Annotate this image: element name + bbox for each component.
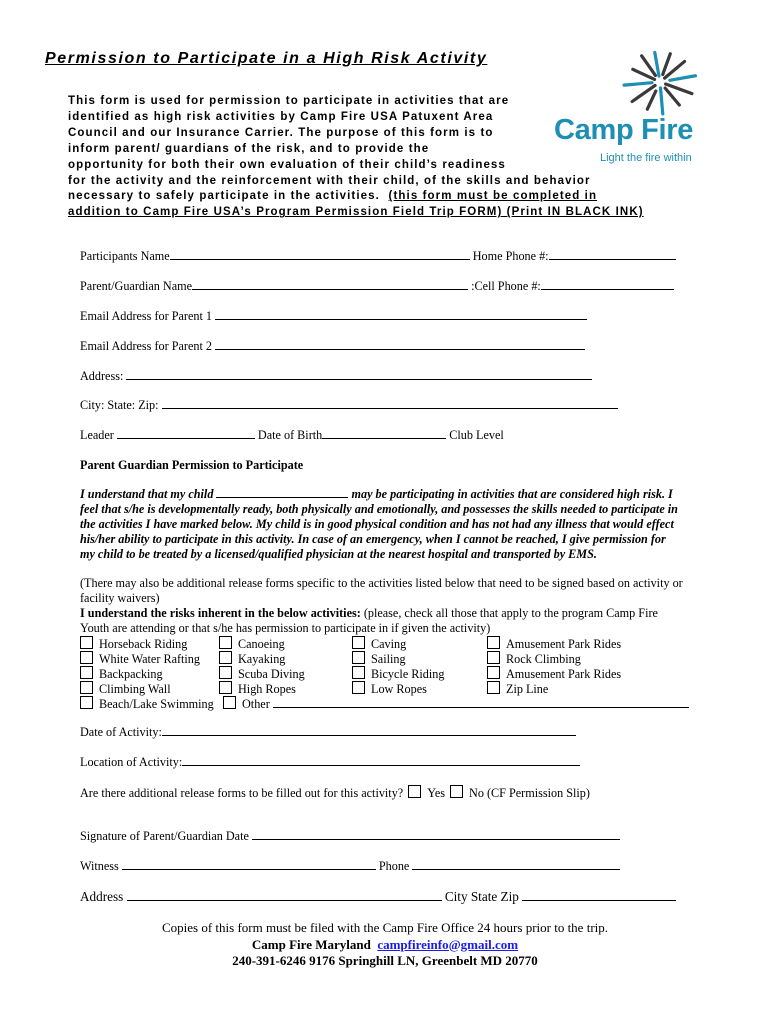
city-state-zip-field[interactable]	[162, 398, 618, 409]
city-state-zip-label: City: State: Zip:	[80, 398, 159, 412]
cell-phone-field[interactable]	[541, 279, 674, 290]
sunburst-ray	[670, 76, 696, 81]
sunburst-ray	[655, 52, 659, 76]
notes-line: (There may also be additional release forms specific to the activities listed below that need to be signed based on activity or	[80, 576, 683, 590]
activity-label: Rock Climbing	[506, 652, 581, 666]
date-of-birth-field[interactable]	[322, 428, 446, 439]
location-of-activity-row	[80, 755, 580, 770]
email-parent2-row	[80, 339, 585, 354]
intro-line: for the activity and the reinforcement with their child, of the skills and behavior	[68, 174, 591, 187]
guardian-name-row	[80, 279, 674, 294]
email-parent1-row	[80, 309, 587, 324]
intro-line: Council and our Insurance Carrier. The purpose of this form is to	[68, 126, 494, 139]
sunburst-ray	[642, 56, 656, 76]
activity-label: Sailing	[371, 652, 406, 666]
activity-label: Climbing Wall	[99, 682, 171, 696]
consent-paragraph	[80, 487, 710, 562]
checkbox[interactable]	[80, 681, 93, 694]
activity-label: Backpacking	[99, 667, 163, 681]
checkbox[interactable]	[219, 681, 232, 694]
date-of-activity-row	[80, 725, 576, 740]
checkbox[interactable]	[487, 681, 500, 694]
guardian-name-label: Parent/Guardian Name	[80, 279, 193, 293]
home-phone-field[interactable]	[549, 249, 676, 260]
risks-statement: I understand the risks inherent in the below activities:	[80, 606, 361, 620]
yes-label: Yes	[427, 786, 445, 800]
email-parent2-field[interactable]	[215, 339, 585, 350]
consent-line: feel that s/he is developmentally ready, both physically and emotionally, and possesses the skills needed to participate in	[80, 502, 678, 516]
activity-white-water-rafting[interactable]	[80, 651, 200, 665]
mailing-address-field[interactable]	[127, 890, 442, 901]
guardian-name-field[interactable]	[192, 279, 468, 290]
checkbox[interactable]	[80, 666, 93, 679]
activity-label: Bicycle Riding	[371, 667, 445, 681]
sunburst-ray	[663, 54, 671, 75]
mailing-city-state-zip-label: City State Zip	[444, 889, 519, 904]
consent-text: may be participating in activities that are considered high risk. I	[351, 487, 673, 501]
sunburst-ray	[647, 91, 655, 109]
activity-sailing[interactable]	[352, 651, 406, 665]
mailing-address-label: Address	[80, 889, 124, 904]
date-of-activity-field[interactable]	[162, 725, 576, 736]
intro-line	[68, 205, 708, 221]
activity-label: Low Ropes	[371, 682, 427, 696]
notes-line: Youth are attending or that s/he has permission to participate in if given the activity)	[80, 621, 491, 635]
checkbox[interactable]	[80, 651, 93, 664]
activity-bicycle-riding[interactable]	[352, 666, 444, 680]
logo-tagline: Light the fire within	[600, 152, 692, 164]
form-title: Permission to Participate in a High Risk Activity	[45, 50, 488, 67]
leader-label: Leader	[80, 428, 114, 442]
activity-label: Beach/Lake Swimming	[99, 697, 214, 711]
sunburst-ray	[665, 88, 679, 105]
intro-instruction: (this form must be completed in	[388, 190, 598, 203]
checkbox[interactable]	[487, 636, 500, 649]
participants-name-label: Participants Name	[80, 249, 170, 263]
child-name-field[interactable]	[216, 487, 348, 498]
email-link[interactable]: campfireinfo@gmail.com	[377, 936, 519, 952]
email-parent2-label: Email Address for Parent 2	[80, 339, 213, 353]
witness-field[interactable]	[122, 859, 376, 870]
sunburst-icon	[548, 44, 708, 119]
checkbox[interactable]	[80, 696, 93, 709]
risks-instructions: (please, check all those that apply to the program Camp Fire	[360, 606, 658, 620]
activity-label: Amusement Park Rides	[506, 667, 622, 681]
activity-backpacking[interactable]	[80, 666, 163, 680]
activity-beach-lake-swimming[interactable]	[80, 696, 214, 710]
copies-note: Copies of this form must be filed with the Camp Fire Office 24 hours prior to the trip.	[161, 920, 609, 935]
intro-instruction: addition to Camp Fire USA’s Program Permission Field Trip FORM) (Print IN BLACK INK)	[68, 206, 644, 219]
activity-rock-climbing[interactable]	[487, 651, 581, 665]
activity-canoeing[interactable]	[219, 636, 285, 650]
activity-amusement-park-rides[interactable]	[487, 636, 621, 650]
date-of-birth-label: Date of Birth	[257, 428, 323, 442]
email-parent1-label: Email Address for Parent 1	[80, 309, 213, 323]
activity-label: Other	[242, 697, 270, 711]
activity-notes	[80, 576, 720, 636]
activity-label: Kayaking	[238, 652, 286, 666]
activity-scuba-diving[interactable]	[219, 666, 305, 680]
club-level-label: Club Level	[449, 428, 504, 442]
consent-line: the activities I have marked below. My child is in good physical condition and has not had any illness that would effect	[80, 517, 674, 531]
additional-forms-row	[80, 785, 590, 801]
no-checkbox[interactable]	[450, 785, 463, 798]
checkbox[interactable]	[352, 651, 365, 664]
phone-label: Phone	[378, 859, 410, 873]
email-parent1-field[interactable]	[215, 309, 587, 320]
activity-other[interactable]	[223, 696, 689, 710]
signature-label: Signature of Parent/Guardian Date	[80, 829, 249, 843]
mailing-address-row	[80, 889, 676, 905]
yes-checkbox[interactable]	[408, 785, 421, 798]
checkbox[interactable]	[219, 651, 232, 664]
permission-heading: Parent Guardian Permission to Participate	[80, 458, 304, 472]
location-of-activity-field[interactable]	[182, 755, 580, 766]
footer	[0, 920, 770, 970]
checkbox[interactable]	[219, 666, 232, 679]
sunburst-ray	[661, 88, 663, 114]
activity-label: Caving	[371, 637, 407, 651]
notes-line	[80, 606, 720, 621]
additional-forms-question: Are there additional release forms to be filled out for this activity?	[80, 786, 404, 800]
consent-line	[80, 487, 710, 502]
intro-text: necessary to safely participate in the activities.	[68, 190, 389, 203]
intro-line: This form is used for permission to participate in activities that are	[68, 95, 510, 107]
intro-line: inform parent/ guardians of the risk, and to provide the	[68, 142, 430, 155]
checkbox[interactable]	[80, 636, 93, 649]
activity-amusement-park-rides-2[interactable]	[487, 666, 621, 680]
signature-row	[80, 829, 620, 844]
org-contact-line	[0, 937, 770, 954]
signature-field[interactable]	[252, 829, 620, 840]
activity-label: Scuba Diving	[238, 667, 305, 681]
location-of-activity-label: Location of Activity:	[80, 755, 183, 769]
other-activity-field[interactable]	[273, 697, 689, 708]
checkbox[interactable]	[223, 696, 236, 709]
activity-label: Canoeing	[238, 637, 285, 651]
leader-field[interactable]	[117, 428, 255, 439]
participant-name-row	[80, 249, 676, 264]
checkbox[interactable]	[352, 681, 365, 694]
address-label: Address:	[80, 369, 124, 383]
consent-text: I understand that my child	[80, 487, 214, 501]
cell-phone-label: :Cell Phone #:	[471, 279, 541, 293]
phone-address-line: 240-391-6246 9176 Springhill LN, Greenbelt MD 20770	[232, 953, 538, 968]
intro-line: opportunity for both their own evaluation of their child’s readiness	[68, 158, 506, 171]
logo-brand-text: Camp Fire	[554, 114, 694, 146]
activity-label: White Water Rafting	[99, 652, 200, 666]
sunburst-ray	[624, 83, 652, 85]
activity-label: High Ropes	[238, 682, 296, 696]
checkbox[interactable]	[352, 666, 365, 679]
intro-line	[68, 189, 708, 205]
address-row	[80, 369, 592, 384]
witness-label: Witness	[80, 859, 119, 873]
activity-caving[interactable]	[352, 636, 406, 650]
activity-kayaking[interactable]	[219, 651, 285, 665]
camp-fire-logo	[548, 44, 708, 166]
checkbox[interactable]	[352, 636, 365, 649]
org-name: Camp Fire Maryland	[251, 936, 371, 952]
activity-horseback-riding[interactable]	[80, 636, 187, 650]
checkbox[interactable]	[487, 666, 500, 679]
checkbox[interactable]	[219, 636, 232, 649]
activity-label: Zip Line	[506, 682, 549, 696]
consent-line: my child to be treated by a licensed/qualified physician at the nearest hospital and transported by EMS.	[80, 547, 597, 561]
date-of-activity-label: Date of Activity:	[80, 725, 162, 739]
consent-line: his/her ability to participate in this activity. In case of an emergency, when I cannot be reached, I give permission for	[80, 532, 666, 546]
activity-label: Amusement Park Rides	[506, 637, 622, 651]
city-state-zip-row	[80, 398, 618, 413]
intro-line: identified as high risk activities by Camp Fire USA Patuxent Area	[68, 110, 494, 123]
participants-name-field[interactable]	[170, 249, 470, 260]
leader-row	[80, 428, 504, 443]
witness-phone-field[interactable]	[412, 859, 620, 870]
activity-low-ropes[interactable]	[352, 681, 427, 695]
mailing-city-state-zip-field[interactable]	[522, 890, 676, 901]
activity-label: Horseback Riding	[99, 637, 188, 651]
address-field[interactable]	[126, 369, 592, 380]
activity-zip-line[interactable]	[487, 681, 548, 695]
witness-row	[80, 859, 620, 874]
home-phone-label: Home Phone #:	[472, 249, 549, 263]
checkbox[interactable]	[487, 651, 500, 664]
activity-climbing-wall[interactable]	[80, 681, 171, 695]
activity-high-ropes[interactable]	[219, 681, 296, 695]
notes-line: facility waivers)	[80, 591, 160, 605]
no-label: No (CF Permission Slip)	[469, 786, 590, 800]
